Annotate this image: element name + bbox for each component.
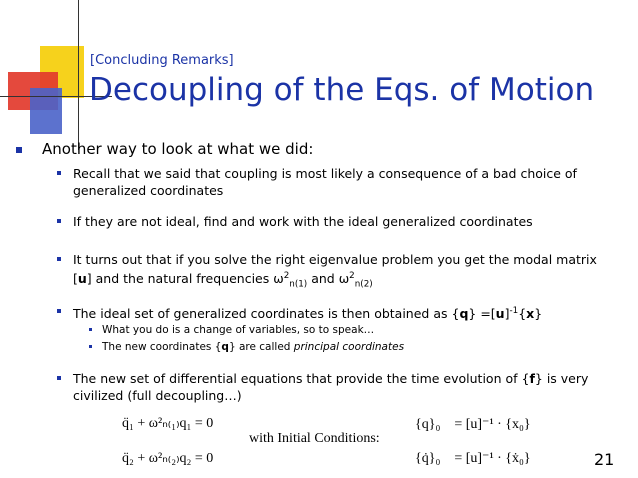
initial-conditions-label: with Initial Conditions:: [249, 431, 380, 446]
bullet-marker: [57, 171, 61, 175]
initial-condition-q: {q}₀ = [u]⁻¹ · {x₀}: [415, 417, 531, 432]
slide-title: Decoupling of the Eqs. of Motion: [89, 72, 595, 108]
bullet-recall: Recall that we said that coupling is most likely a consequence of a bad choice of generalized coordinates: [73, 166, 577, 198]
bullet-marker: [57, 309, 61, 313]
section-tag: [Concluding Remarks]: [90, 53, 234, 68]
bullet-ideal-coords: If they are not ideal, find and work with the ideal generalized coordinates: [73, 214, 533, 229]
bullet-marker: [89, 345, 92, 348]
initial-condition-qdot: {q̇}₀ = [u]⁻¹ · {ẋ₀}: [415, 451, 531, 466]
bullet-marker: [16, 147, 22, 153]
bullet-main: Another way to look at what we did:: [42, 140, 314, 158]
decor-blue-block: [30, 88, 62, 134]
bullet-change-variables: What you do is a change of variables, so to speak…: [102, 324, 375, 336]
equation-q2: q̈₂ + ω²ₙ₍₂₎q₂ = 0: [122, 451, 214, 466]
bullet-principal-coords: The new coordinates {q} are called principal coordinates: [102, 341, 405, 353]
decor-vertical-line: [78, 0, 79, 150]
page-number: 21: [594, 450, 615, 469]
bullet-marker: [57, 219, 61, 223]
bullet-marker: [57, 257, 61, 261]
bullet-marker: [57, 376, 61, 380]
bullet-marker: [89, 328, 92, 331]
bullet-ideal-set: The ideal set of generalized coordinates is then obtained as $\{q\} =[u]^{-1}\{x\}$: [73, 306, 543, 322]
equation-q1: q̈₁ + ω²ₙ₍₁₎q₁ = 0: [122, 416, 214, 431]
bullet-eigenvalue: It turns out that if you solve the right eigenvalue problem you get the modal matrix [u] and the natural frequencies $\omega^2_{n(1)}$ and $\omega^2_{n(2)}$: [73, 252, 597, 290]
bullet-new-equations: The new set of differential equations that provide the time evolution of {f} is very civilized (full decoupling…): [73, 371, 589, 403]
